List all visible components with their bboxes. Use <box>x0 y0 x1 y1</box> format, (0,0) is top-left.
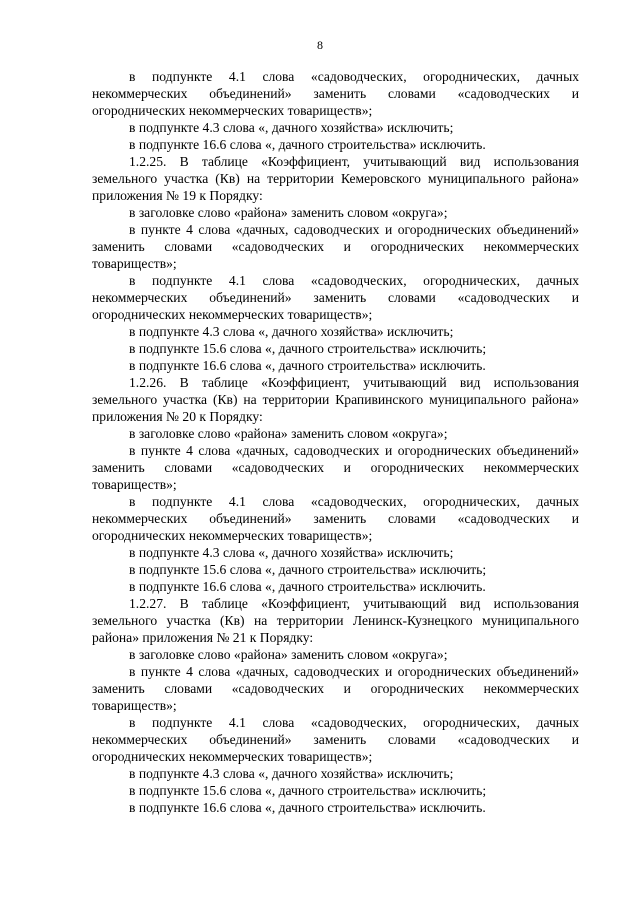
paragraph: в пункте 4 слова «дачных, садоводческих и огороднических объединений» заменить словами «садоводческих и огороднических некоммерческих товариществ»; <box>92 664 579 713</box>
paragraph: в подпункте 4.1 слова «садоводческих, огороднических, дачных некоммерческих объединений» заменить словами «садоводческих и огороднических некоммерческих товариществ»; <box>92 69 579 118</box>
paragraph: в подпункте 4.1 слова «садоводческих, огороднических, дачных некоммерческих объединений» заменить словами «садоводческих и огороднических некоммерческих товариществ»; <box>92 494 579 543</box>
paragraph: в подпункте 4.3 слова «, дачного хозяйства» исключить; <box>129 766 454 781</box>
page-number: 8 <box>317 38 323 52</box>
paragraph: в подпункте 4.1 слова «садоводческих, огороднических, дачных некоммерческих объединений» заменить словами «садоводческих и огороднических некоммерческих товариществ»; <box>92 715 579 764</box>
paragraph: 1.2.27. В таблице «Коэффициент, учитывающий вид использования земельного участка (Кв) на территории Ленинск-Кузнецкого муниципального района» приложения № 21 к Порядку: <box>92 596 579 645</box>
paragraph: в подпункте 16.6 слова «, дачного строительства» исключить. <box>129 137 486 152</box>
paragraph: в заголовке слово «района» заменить словом «округа»; <box>129 205 448 220</box>
paragraph: в пункте 4 слова «дачных, садоводческих и огороднических объединений» заменить словами «садоводческих и огороднических некоммерческих товариществ»; <box>92 443 579 492</box>
paragraph: в подпункте 4.1 слова «садоводческих, огороднических, дачных некоммерческих объединений» заменить словами «садоводческих и огороднических некоммерческих товариществ»; <box>92 273 579 322</box>
document-body <box>92 68 579 816</box>
paragraph: в подпункте 15.6 слова «, дачного строительства» исключить; <box>129 562 487 577</box>
paragraph: в подпункте 16.6 слова «, дачного строительства» исключить. <box>129 579 486 594</box>
paragraph: в подпункте 4.3 слова «, дачного хозяйства» исключить; <box>129 324 454 339</box>
paragraph: в подпункте 4.3 слова «, дачного хозяйства» исключить; <box>129 120 454 135</box>
paragraph: в подпункте 15.6 слова «, дачного строительства» исключить; <box>129 341 487 356</box>
paragraph: 1.2.25. В таблице «Коэффициент, учитывающий вид использования земельного участка (Кв) на территории Кемеровского муниципального района» приложения № 19 к Порядку: <box>92 154 579 203</box>
paragraph: в заголовке слово «района» заменить словом «округа»; <box>129 426 448 441</box>
paragraph: в заголовке слово «района» заменить словом «округа»; <box>129 647 448 662</box>
paragraph: 1.2.26. В таблице «Коэффициент, учитывающий вид использования земельного участка (Кв) на территории Крапивинского муниципального района» приложения № 20 к Порядку: <box>92 375 579 424</box>
paragraph: в пункте 4 слова «дачных, садоводческих и огороднических объединений» заменить словами «садоводческих и огороднических некоммерческих товариществ»; <box>92 222 579 271</box>
paragraph: в подпункте 15.6 слова «, дачного строительства» исключить; <box>129 783 487 798</box>
paragraph: в подпункте 16.6 слова «, дачного строительства» исключить. <box>129 800 486 815</box>
paragraph: в подпункте 16.6 слова «, дачного строительства» исключить. <box>129 358 486 373</box>
paragraph: в подпункте 4.3 слова «, дачного хозяйства» исключить; <box>129 545 454 560</box>
